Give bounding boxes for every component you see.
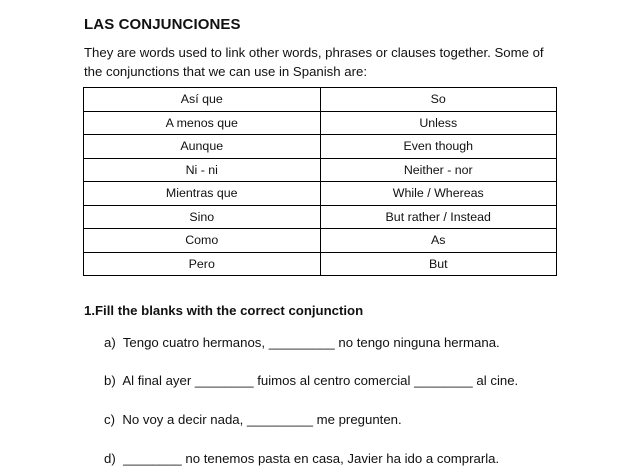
exercise-label: b)	[104, 373, 116, 388]
exercise-heading: 1.Fill the blanks with the correct conjunction	[84, 303, 364, 318]
conjunctions-table	[83, 87, 557, 276]
table-row	[84, 205, 557, 229]
exercise-item-c	[104, 412, 402, 427]
english-cell: Even though	[320, 135, 557, 159]
table-row	[84, 158, 557, 182]
english-cell: While / Whereas	[320, 182, 557, 206]
exercise-item-b	[104, 373, 518, 388]
english-cell: But rather / Instead	[320, 205, 557, 229]
english-cell: So	[320, 88, 557, 112]
spanish-cell: A menos que	[84, 111, 321, 135]
english-cell: But	[320, 252, 557, 276]
table-row	[84, 135, 557, 159]
table-row	[84, 182, 557, 206]
english-cell: Neither - nor	[320, 158, 557, 182]
page-title: LAS CONJUNCIONES	[84, 16, 241, 33]
exercise-item-d	[104, 451, 499, 466]
table-row	[84, 252, 557, 276]
exercise-item-a	[104, 335, 500, 350]
exercise-sentence: No voy a decir nada, _________ me pregunten.	[122, 412, 402, 427]
english-cell: Unless	[320, 111, 557, 135]
exercise-sentence: Al final ayer ________ fuimos al centro comercial ________ al cine.	[122, 373, 519, 388]
spanish-cell: Sino	[84, 205, 321, 229]
intro-paragraph: They are words used to link other words, phrases or clauses together. Some of the conjunctions that we can use in Spanish are:	[84, 45, 544, 79]
exercise-sentence: ________ no tenemos pasta en casa, Javier ha ido a comprarla.	[123, 451, 500, 466]
table-row	[84, 229, 557, 253]
english-cell: As	[320, 229, 557, 253]
spanish-cell: Como	[84, 229, 321, 253]
spanish-cell: Aunque	[84, 135, 321, 159]
exercise-sentence: Tengo cuatro hermanos, _________ no tengo ninguna hermana.	[122, 335, 500, 350]
exercise-label: d)	[104, 451, 116, 466]
table-row	[84, 111, 557, 135]
exercise-label: a)	[104, 335, 116, 350]
spanish-cell: Así que	[84, 88, 321, 112]
spanish-cell: Ni - ni	[84, 158, 321, 182]
table-row	[84, 88, 557, 112]
exercise-label: c)	[104, 412, 115, 427]
spanish-cell: Pero	[84, 252, 321, 276]
spanish-cell: Mientras que	[84, 182, 321, 206]
